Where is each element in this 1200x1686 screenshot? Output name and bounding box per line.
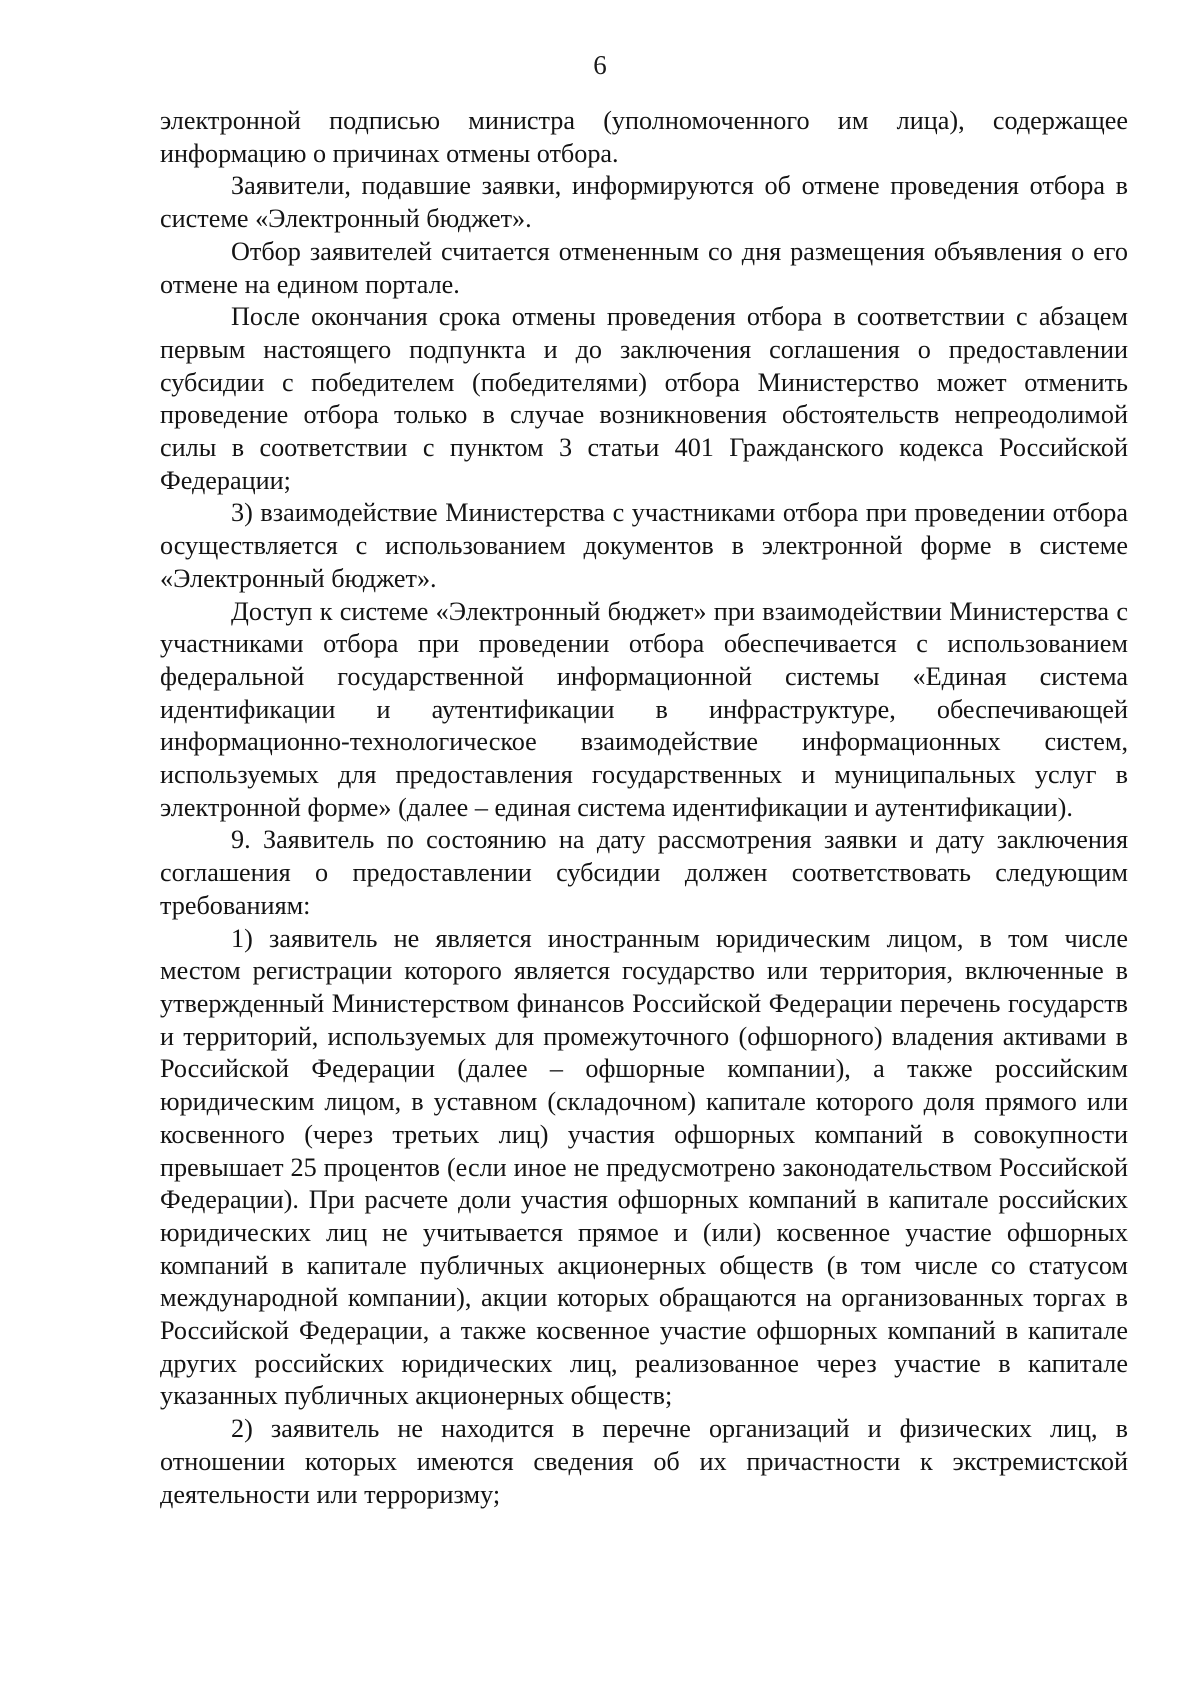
paragraph-force-majeure: После окончания срока отмены проведения отбора в соответствии с абзацем первым настоящего подпункта и до заключения соглашения о предоставлении субсидии с победителем (победителями) отбора Министерство может отменить проведение отбора только в случае возникновения обстоятельств непреодолимой силы в соответствии с пунктом 3 статьи 401 Гражданского кодекса Российской Федерации; <box>160 302 1128 495</box>
paragraph-system-access: Доступ к системе «Электронный бюджет» при взаимодействии Министерства с участниками отбора при проведении отбора обеспечивается с использованием федеральной государственной информационной системы «Единая система идентификации и аутентификации в инфраструктуре, обеспечивающей информационно-технологическое взаимодействие информационных систем, используемых для предоставления государственных и муниципальных услуг в электронной форме» (далее – единая система идентификации и аутентификации). <box>160 596 1128 822</box>
paragraph-continuation: электронной подписью министра (уполномоченного им лица), содержащее информацию о причинах отмены отбора. <box>160 106 1128 168</box>
paragraph-item-2-extremism: 2) заявитель не находится в перечне организаций и физических лиц, в отношении которых имеются сведения об их причастности к экстремистской деятельности или терроризму; <box>160 1414 1128 1509</box>
paragraph-selection-cancelled: Отбор заявителей считается отмененным со дня размещения объявления о его отмене на едином портале. <box>160 236 1128 299</box>
paragraph-item-1-offshore: 1) заявитель не является иностранным юридическим лицом, в том числе местом регистрации которого является государство или территория, включенные в утвержденный Министерством финансов Российской Федерации перечень государств и территорий, используемых для промежуточного (офшорного) владения активами в Российской Федерации (далее – офшорные компании), а также российским юридическим лицом, в уставном (складочном) капитале которого доля прямого или косвенного (через третьих лиц) участия офшорных компаний в совокупности превышает 25 процентов (если иное не предусмотрено законодательством Российской Федерации). При расчете доли участия офшорных компаний в капитале российских юридических лиц не учитывается прямое и (или) косвенное участие офшорных компаний в капитале публичных акционерных обществ (в том числе со статусом международной компании), акции которых обращаются на организованных торгах в Российской Федерации, а также косвенное участие офшорных компаний в капитале других российских юридических лиц, реализованное через участие в капитале указанных публичных акционерных обществ; <box>160 923 1128 1411</box>
paragraph-applicants-notified: Заявители, подавшие заявки, информируются об отмене проведения отбора в системе «Электронный бюджет». <box>160 171 1128 234</box>
document-body <box>160 105 1128 1511</box>
paragraph-item-3-interaction: 3) взаимодействие Министерства с участниками отбора при проведении отбора осуществляется с использованием документов в электронной форме в системе «Электронный бюджет». <box>160 498 1128 593</box>
paragraph-clause-9-requirements: 9. Заявитель по состоянию на дату рассмотрения заявки и дату заключения соглашения о предоставлении субсидии должен соответствовать следующим требованиям: <box>160 825 1128 920</box>
page-number: 6 <box>593 50 607 80</box>
